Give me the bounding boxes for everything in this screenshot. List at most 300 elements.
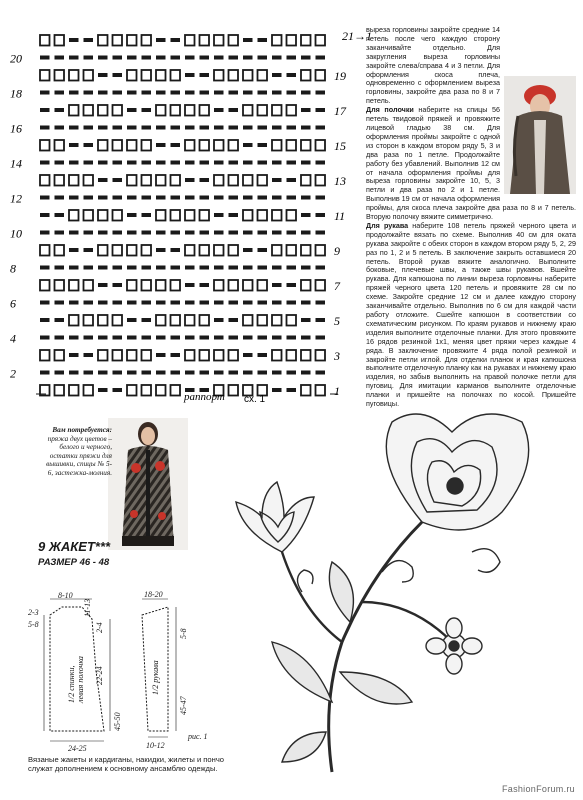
chart-cell-dash	[40, 318, 50, 322]
chart-cell-square	[185, 315, 195, 326]
chart-cell-square	[156, 280, 166, 291]
chart-cell-square	[272, 315, 282, 326]
piece-label-sleeve: 1/2 рукава	[151, 660, 160, 695]
chart-cell-square	[40, 35, 50, 46]
chart-cell-dash	[229, 336, 239, 340]
chart-cell-dash	[287, 388, 297, 392]
chart-cell-dash	[69, 248, 79, 252]
chart-cell-dash	[301, 336, 311, 340]
chart-cell-dash	[258, 161, 268, 165]
chart-cell-square	[214, 280, 224, 291]
chart-cell-dash	[229, 213, 239, 217]
chart-cell-square	[142, 350, 152, 361]
chart-cell-dash	[185, 231, 195, 235]
chart-cell-dash	[287, 301, 297, 305]
chart-cell-dash	[287, 196, 297, 200]
repeat-label: раппорт	[184, 391, 225, 403]
chart-cell-square	[272, 105, 282, 116]
chart-cell-dash	[84, 161, 94, 165]
chart-cell-square	[55, 245, 65, 256]
chart-cell-dash	[287, 91, 297, 95]
knitting-chart	[8, 16, 372, 408]
chart-cell-square	[229, 175, 239, 186]
project-title: 9 ЖАКЕТ***	[38, 539, 111, 554]
chart-cell-square	[171, 315, 181, 326]
chart-cell-dash	[185, 283, 195, 287]
chart-cell-square	[287, 105, 297, 116]
chart-cell-dash	[156, 143, 166, 147]
embroidery-flower-motif	[222, 402, 552, 772]
chart-cell-square	[40, 140, 50, 151]
chart-row-number-right: 7	[334, 279, 340, 293]
dim-5-8-b: 5-8	[179, 628, 188, 639]
chart-cell-square	[287, 315, 297, 326]
chart-cell-square	[287, 35, 297, 46]
chart-cell-dash	[272, 266, 282, 270]
dim-22-24: 22-24	[95, 666, 104, 685]
chart-cell-square	[258, 210, 268, 221]
chart-cell-square	[171, 175, 181, 186]
chart-cell-dash	[55, 301, 65, 305]
chart-cell-dash	[113, 161, 123, 165]
chart-cell-square	[200, 105, 210, 116]
chart-cell-square	[113, 350, 123, 361]
chart-cell-dash	[301, 161, 311, 165]
chart-cell-dash	[55, 231, 65, 235]
chart-cell-dash	[301, 196, 311, 200]
chart-cell-dash	[55, 196, 65, 200]
chart-top-marker: 21→1	[342, 29, 372, 43]
chart-cell-dash	[142, 108, 152, 112]
chart-cell-square	[185, 245, 195, 256]
chart-cell-dash	[55, 108, 65, 112]
chart-row-number-left: 2	[10, 366, 16, 381]
chart-cell-dash	[113, 283, 123, 287]
chart-cell-dash	[171, 91, 181, 95]
chart-cell-square	[301, 35, 311, 46]
chart-cell-square	[55, 35, 65, 46]
chart-cell-square	[142, 35, 152, 46]
dim-10-12: 10-12	[146, 741, 165, 750]
chart-cell-dash	[214, 213, 224, 217]
chart-cell-dash	[156, 91, 166, 95]
chart-cell-dash	[127, 318, 137, 322]
pattern-diagram	[28, 585, 218, 755]
chart-cell-dash	[55, 266, 65, 270]
chart-cell-dash	[171, 266, 181, 270]
chart-cell-square	[55, 140, 65, 151]
chart-row-number-right: 3	[334, 349, 340, 363]
chart-cell-dash	[243, 371, 253, 375]
chart-cell-dash	[316, 336, 326, 340]
chart-cell-dash	[69, 196, 79, 200]
chart-cell-dash	[258, 56, 268, 60]
chart-cell-square	[127, 350, 137, 361]
chart-cell-dash	[316, 371, 326, 375]
chart-cell-square	[84, 385, 94, 396]
chart-cell-dash	[171, 56, 181, 60]
chart-cell-dash	[98, 73, 108, 77]
chart-cell-dash	[142, 371, 152, 375]
chart-cell-dash	[127, 213, 137, 217]
chart-cell-dash	[258, 126, 268, 130]
chart-row-number-right: 1	[334, 384, 340, 398]
chart-cell-dash	[214, 336, 224, 340]
chart-cell-dash	[40, 108, 50, 112]
chart-cell-dash	[243, 196, 253, 200]
chart-cell-dash	[287, 231, 297, 235]
chart-cell-square	[301, 280, 311, 291]
chart-cell-dash	[185, 196, 195, 200]
chart-cell-square	[171, 280, 181, 291]
chart-cell-square	[55, 175, 65, 186]
chart-cell-square	[229, 245, 239, 256]
chart-cell-dash	[214, 56, 224, 60]
chart-cell-dash	[287, 283, 297, 287]
chart-cell-dash	[287, 56, 297, 60]
chart-cell-dash	[287, 126, 297, 130]
chart-cell-dash	[243, 336, 253, 340]
chart-cell-dash	[316, 213, 326, 217]
chart-cell-square	[185, 210, 195, 221]
chart-cell-dash	[69, 91, 79, 95]
chart-cell-dash	[272, 301, 282, 305]
chart-cell-dash	[171, 126, 181, 130]
chart-cell-square	[84, 105, 94, 116]
chart-row-number-left: 20	[10, 51, 22, 66]
chart-cell-dash	[40, 126, 50, 130]
chart-cell-dash	[113, 388, 123, 392]
chart-cell-dash	[84, 248, 94, 252]
chart-cell-square	[316, 280, 326, 291]
chart-cell-square	[156, 385, 166, 396]
chart-cell-square	[113, 35, 123, 46]
chart-cell-square	[171, 210, 181, 221]
chart-cell-dash	[272, 283, 282, 287]
chart-cell-square	[258, 315, 268, 326]
chart-cell-dash	[229, 318, 239, 322]
instructions-text	[366, 26, 576, 409]
chart-cell-square	[40, 245, 50, 256]
chart-row-number-right: 11	[334, 209, 346, 223]
chart-cell-dash	[55, 336, 65, 340]
chart-cell-square	[229, 140, 239, 151]
chart-cell-dash	[40, 161, 50, 165]
figure-label: рис. 1	[188, 732, 208, 741]
chart-cell-square	[98, 35, 108, 46]
chart-cell-dash	[98, 178, 108, 182]
chart-cell-dash	[200, 371, 210, 375]
chart-cell-square	[156, 210, 166, 221]
chart-row-number-right: 19	[334, 69, 346, 83]
chart-cell-dash	[142, 126, 152, 130]
chart-cell-dash	[127, 301, 137, 305]
chart-cell-dash	[287, 73, 297, 77]
chart-cell-dash	[156, 301, 166, 305]
chart-cell-dash	[258, 353, 268, 357]
chart-cell-square	[272, 35, 282, 46]
chart-cell-square	[200, 140, 210, 151]
chart-cell-dash	[185, 126, 195, 130]
chart-cell-square	[127, 35, 137, 46]
dim-8-10: 8-10	[58, 591, 73, 600]
chart-cell-square	[113, 245, 123, 256]
chart-cell-square	[214, 35, 224, 46]
chart-cell-square	[69, 315, 79, 326]
chart-cell-dash	[69, 301, 79, 305]
chart-cell-square	[200, 35, 210, 46]
chart-cell-square	[316, 70, 326, 81]
chart-cell-dash	[98, 336, 108, 340]
chart-cell-square	[272, 350, 282, 361]
chart-cell-dash	[171, 231, 181, 235]
chart-cell-dash	[113, 56, 123, 60]
chart-cell-dash	[98, 56, 108, 60]
chart-cell-dash	[272, 178, 282, 182]
chart-cell-dash	[156, 161, 166, 165]
chart-cell-dash	[316, 56, 326, 60]
chart-cell-square	[69, 70, 79, 81]
chart-cell-dash	[185, 56, 195, 60]
chart-cell-dash	[171, 196, 181, 200]
chart-cell-dash	[84, 301, 94, 305]
chart-cell-dash	[127, 161, 137, 165]
chart-cell-dash	[301, 91, 311, 95]
chart-cell-dash	[258, 196, 268, 200]
chart-cell-dash	[55, 56, 65, 60]
chart-cell-square	[214, 350, 224, 361]
chart-cell-dash	[69, 38, 79, 42]
chart-cell-dash	[40, 336, 50, 340]
chart-cell-dash	[185, 91, 195, 95]
chart-cell-square	[214, 70, 224, 81]
chart-cell-square	[229, 35, 239, 46]
chart-cell-dash	[142, 266, 152, 270]
chart-cell-dash	[301, 213, 311, 217]
chart-cell-dash	[214, 231, 224, 235]
chart-cell-dash	[84, 196, 94, 200]
chart-cell-dash	[142, 318, 152, 322]
chart-cell-dash	[258, 143, 268, 147]
scheme-label: сх. 1	[244, 394, 266, 405]
chart-cell-square	[113, 105, 123, 116]
chart-cell-square	[185, 140, 195, 151]
chart-cell-dash	[258, 371, 268, 375]
chart-cell-dash	[113, 126, 123, 130]
chart-cell-dash	[84, 266, 94, 270]
chart-cell-dash	[316, 231, 326, 235]
chart-cell-square	[243, 175, 253, 186]
chart-cell-square	[200, 210, 210, 221]
chart-cell-dash	[272, 91, 282, 95]
chart-cell-dash	[40, 91, 50, 95]
chart-cell-dash	[113, 196, 123, 200]
chart-cell-dash	[243, 266, 253, 270]
chart-cell-square	[55, 280, 65, 291]
materials-lead: Вам потребуется:	[52, 426, 112, 434]
chart-cell-dash	[258, 266, 268, 270]
chart-cell-dash	[69, 231, 79, 235]
chart-cell-square	[301, 175, 311, 186]
chart-cell-square	[243, 105, 253, 116]
chart-cell-dash	[229, 266, 239, 270]
chart-cell-square	[316, 140, 326, 151]
chart-cell-square	[301, 245, 311, 256]
chart-cell-dash	[272, 126, 282, 130]
chart-cell-dash	[258, 38, 268, 42]
chart-cell-square	[84, 315, 94, 326]
chart-cell-dash	[200, 301, 210, 305]
materials-block	[42, 426, 112, 478]
chart-cell-square	[316, 350, 326, 361]
chart-cell-dash	[84, 231, 94, 235]
chart-cell-dash	[113, 336, 123, 340]
chart-cell-dash	[287, 161, 297, 165]
chart-cell-square	[272, 140, 282, 151]
chart-cell-square	[156, 315, 166, 326]
chart-cell-square	[142, 140, 152, 151]
chart-cell-dash	[301, 108, 311, 112]
chart-cell-dash	[142, 301, 152, 305]
chart-cell-dash	[214, 161, 224, 165]
footer-note: Вязаные жакеты и кардиганы, накидки, жилеты и пончо служат дополнением к основному ансамблю одежды.	[28, 755, 225, 773]
chart-cell-dash	[40, 231, 50, 235]
chart-row-number-left: 10	[10, 226, 22, 241]
chart-cell-dash	[301, 318, 311, 322]
chart-cell-dash	[214, 318, 224, 322]
chart-cell-dash	[127, 336, 137, 340]
chart-cell-dash	[127, 266, 137, 270]
chart-cell-dash	[69, 371, 79, 375]
chart-cell-dash	[171, 248, 181, 252]
chart-cell-dash	[69, 161, 79, 165]
chart-cell-dash	[113, 178, 123, 182]
chart-cell-dash	[156, 266, 166, 270]
materials-text: пряжа двух цветов – белого и черного, остатки пряжи для вышивки, спицы № 5-6, застежка-молния.	[46, 434, 112, 477]
chart-cell-dash	[272, 56, 282, 60]
chart-cell-dash	[142, 231, 152, 235]
chart-cell-dash	[69, 266, 79, 270]
chart-cell-dash	[127, 126, 137, 130]
chart-cell-square	[69, 210, 79, 221]
chart-cell-dash	[185, 266, 195, 270]
chart-cell-dash	[229, 371, 239, 375]
chart-cell-square	[258, 280, 268, 291]
chart-cell-dash	[185, 178, 195, 182]
chart-cell-dash	[185, 301, 195, 305]
chart-cell-dash	[142, 196, 152, 200]
chart-cell-square	[142, 70, 152, 81]
chart-cell-dash	[243, 353, 253, 357]
chart-cell-square	[316, 385, 326, 396]
chart-cell-dash	[69, 126, 79, 130]
chart-cell-dash	[243, 56, 253, 60]
instr-para-3: наберите 108 петель пряжей черного цвета и продолжайте вязать по схеме. Выполнив 40 см для оката рукава закройте с обеих сторон в каждом втором ряду 5, 2, 29 раз по 1, 2 и 5 петель. В заключение закрыть оставшиеся 20 петель. Второй рукав вяжите аналогично. Выполните боковые, плечевые швы, а также швы рукавов. Вшейте рукава. Для капюшона по линии выреза горловины наберите пряжей черного цвета 120 петель и провяжите 28 см по схеме. Закройте средние 12 см и далее каждую сторону заканчивайте отдельно. Выполнив по 6 см для каждой части работу отложите. Сшейте капюшон в соответствии со схематическим рисунком. По краям рукавов и нижнему краю изделия выполните отделочные планки. Для этого провяжите 16 рядов резинкой 1х1, меняя цвет пряжи через каждые 4 ряда. В заключение провяжите 4 ряда полой резинкой и закройте петли иглой. Для отделки планок и края капюшона выполните отделочную планку как на рукавах и нижнему краю изделия, но забыв выполнить на правой полочке петли для пуговиц. Для имитации карманов выполните отделочные планки и пришейте на полочках по косой. Пришейте пуговицы.	[366, 220, 576, 409]
instr-para-2: наберите на спицы 56 петель твидовой пряжей и провяжите лицевой гладью 38 см. Для оформления проймы закройте с одной из сторон в каждом втором ряду 5, 3 и два раза по 1 петле. Продолжайте работу без убавлений. Выполнив 12 см от начала оформления проймы для выреза горловины закройте 10, 5, 3 петли и два раза по 2 и 1 петле. Выполнив 19 см от начала оформления проймы, для скоса плеча закройте два раза по 8 и 7 петель. Вторую полочку вяжите симметрично.	[366, 105, 576, 222]
chart-cell-square	[243, 280, 253, 291]
chart-cell-square	[98, 245, 108, 256]
chart-row-number-left: 12	[10, 191, 22, 206]
chart-cell-square	[316, 35, 326, 46]
chart-cell-dash	[40, 213, 50, 217]
chart-cell-dash	[156, 56, 166, 60]
dim-24-25: 24-25	[68, 744, 87, 753]
chart-cell-square	[229, 280, 239, 291]
chart-cell-dash	[98, 196, 108, 200]
chart-cell-dash	[84, 371, 94, 375]
chart-cell-dash	[156, 371, 166, 375]
chart-cell-square	[258, 70, 268, 81]
chart-cell-square	[113, 210, 123, 221]
chart-cell-dash	[55, 371, 65, 375]
chart-cell-dash	[200, 91, 210, 95]
chart-cell-dash	[229, 231, 239, 235]
chart-cell-dash	[214, 266, 224, 270]
chart-cell-dash	[127, 196, 137, 200]
chart-cell-square	[98, 210, 108, 221]
chart-cell-dash	[200, 73, 210, 77]
chart-cell-dash	[243, 143, 253, 147]
chart-cell-dash	[272, 231, 282, 235]
chart-cell-dash	[243, 248, 253, 252]
chart-cell-dash	[156, 196, 166, 200]
chart-cell-square	[142, 280, 152, 291]
chart-cell-square	[258, 175, 268, 186]
chart-row-number-left: 8	[10, 261, 16, 276]
chart-cell-dash	[40, 266, 50, 270]
chart-cell-dash	[243, 38, 253, 42]
chart-cell-dash	[229, 126, 239, 130]
dim-5-8-a: 5-8	[28, 620, 39, 629]
project-size: РАЗМЕР 46 - 48	[38, 557, 110, 568]
chart-cell-dash	[200, 126, 210, 130]
chart-cell-dash	[55, 318, 65, 322]
chart-cell-dash	[98, 126, 108, 130]
chart-cell-dash	[243, 231, 253, 235]
chart-cell-square	[214, 175, 224, 186]
chart-cell-square	[84, 70, 94, 81]
dim-45-50: 45-50	[113, 712, 122, 731]
chart-cell-dash	[316, 318, 326, 322]
chart-cell-dash	[287, 336, 297, 340]
chart-cell-square	[243, 315, 253, 326]
chart-cell-dash	[258, 91, 268, 95]
chart-cell-square	[185, 105, 195, 116]
chart-cell-dash	[171, 161, 181, 165]
chart-cell-square	[156, 105, 166, 116]
chart-cell-dash	[200, 196, 210, 200]
chart-cell-dash	[229, 108, 239, 112]
chart-cell-dash	[185, 161, 195, 165]
chart-cell-dash	[214, 126, 224, 130]
chart-cell-square	[55, 70, 65, 81]
chart-cell-dash	[214, 371, 224, 375]
piece-label-body: 1/2 спинки,	[67, 665, 76, 703]
chart-cell-square	[69, 385, 79, 396]
chart-cell-square	[301, 70, 311, 81]
chart-cell-dash	[40, 56, 50, 60]
chart-row-number-right: 9	[334, 244, 340, 258]
chart-cell-square	[272, 245, 282, 256]
chart-cell-square	[84, 175, 94, 186]
chart-cell-dash	[171, 353, 181, 357]
chart-cell-square	[127, 140, 137, 151]
chart-cell-dash	[98, 91, 108, 95]
chart-cell-dash	[40, 371, 50, 375]
chart-cell-square	[229, 350, 239, 361]
dim-11-13: 11-13	[83, 598, 92, 617]
chart-cell-dash	[40, 301, 50, 305]
